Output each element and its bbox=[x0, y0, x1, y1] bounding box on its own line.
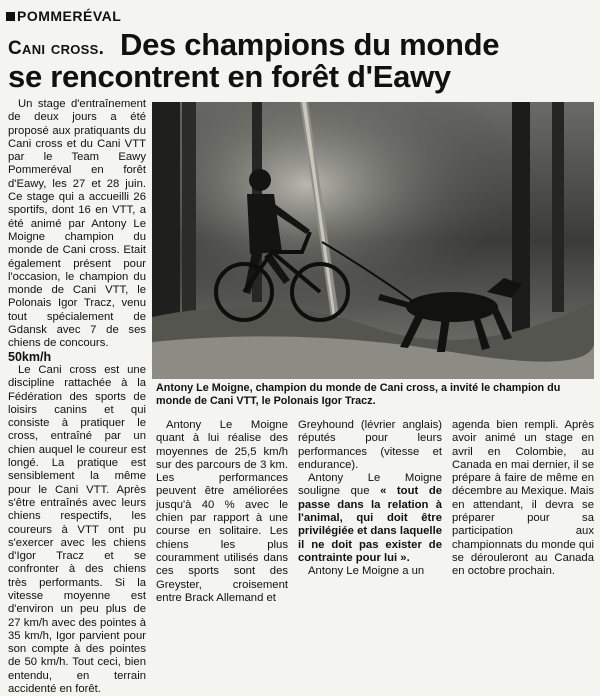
body-paragraph: Antony Le Moigne quant à lui réalise des moyennes de 25,5 km/h sur des parcours de 3 km. Les performances peuvent être améliorées jusqu'à 40 % avec le chien par rapport à une course en solitaire. Les chiens les plus couramment utilisés dans ces sports sont des Greyster, croisement entre Brack Allemand et bbox=[156, 419, 288, 604]
body-paragraph: Greyhound (lévrier anglais) réputés pour leurs performances (vitesse et endurance). bbox=[298, 419, 442, 471]
quote-paragraph bbox=[298, 472, 442, 565]
subheading: 50km/h bbox=[8, 349, 52, 364]
section-text: POMMERÉVAL bbox=[17, 8, 122, 24]
column-4 bbox=[452, 419, 594, 579]
quote-text: « tout de passe dans la relation à l'animal, qui doit être privilégiée et dans laquelle il ne doit pas exister de contrainte pour lui ». bbox=[298, 485, 442, 564]
column-3 bbox=[298, 419, 442, 579]
section-marker bbox=[6, 12, 15, 21]
body-paragraph: agenda bien rempli. Après avoir animé un stage en avril en Colombie, au Canada en mai dernier, il se prépare à faire de même en décembre au Mexique. Mais en attendant, il devra se préparer pour sa participation aux championnats du monde qui se dérouleront au Canada en octobre prochain. bbox=[452, 419, 594, 578]
photo-caption: Antony Le Moigne, champion du monde de Cani cross, a invité le champion du monde de Cani VTT, le Polonais Igor Tracz. bbox=[156, 382, 561, 407]
article-photo bbox=[152, 102, 594, 379]
column-2 bbox=[156, 419, 288, 605]
headline-line-2: se rencontrent en forêt d'Eawy bbox=[8, 59, 451, 94]
body-paragraph: Antony Le Moigne a un bbox=[308, 565, 425, 578]
intro-paragraph: Un stage d'entraînement de deux jours a été proposé aux pratiquants du Cani cross et du Cani VTT par le Team Eawy Pommeréval en forêt d'Eawy, les 27 et 28 juin. Ce stage qui a accueilli 26 sportifs, dont 16 en VTT, a été animé par Antony Le Moigne champion du monde de Cani cross. Etait également présent pour l'occasion, le champion du monde de Cani VTT, le Polonais Igor Tracz, venu tout spécialement de Gdansk avec 7 de ses chiens de concours. bbox=[8, 98, 146, 350]
section-label bbox=[6, 8, 121, 24]
column-1 bbox=[8, 98, 146, 696]
quote-intro: Antony Le Moigne souligne que bbox=[298, 472, 442, 498]
forest-scene-image bbox=[152, 102, 594, 379]
headline-line-1: Des champions du monde bbox=[120, 27, 500, 62]
kicker: Cani cross. bbox=[8, 38, 105, 59]
body-paragraph: Le Cani cross est une discipline rattachée à la Fédération des sports de loisirs canins et qui consiste à pratiquer le cross, entraîné par un chien auquel le coureur est longé. La pratique est sensiblement la même pour le Cani VTT. Après s'être entraînés avec leurs chiens respectifs, les coureurs à VTT ont pu s'exercer avec les chiens d'Igor Tracz et se confronter à des chiens très performants. Si la vitesse moyenne est d'environ un peu plus de 27 km/h avec des pointes à 35 km/h, Igor parvient pour son compte à des pointes de 50 km/h. Tout ceci, bien entendu, en terrain accidenté en forêt. bbox=[8, 363, 146, 696]
